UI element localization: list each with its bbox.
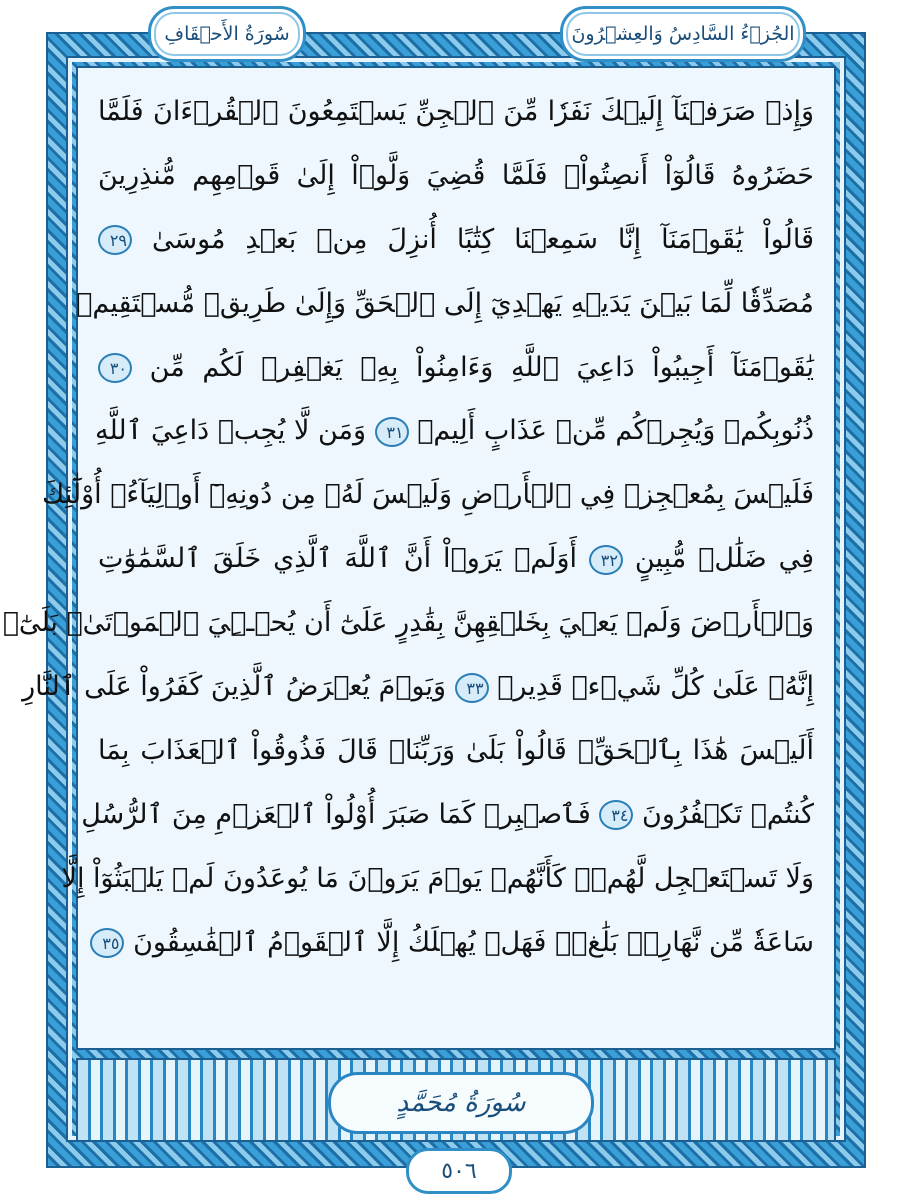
ayah-number-marker: ٣٠ (98, 353, 132, 383)
page-number: ٥٠٦ (406, 1148, 512, 1194)
verse-line (98, 527, 814, 591)
verse-line (76, 272, 814, 336)
verse-text: وَلَا تَسۡتَعۡجِل لَّهُمۡۚ كَأَنَّهُمۡ يَوۡمَ يَرَوۡنَ مَا يُوعَدُونَ لَمۡ يَلۡبَثُوٓاْ إِلَّا (61, 862, 814, 894)
verse-text: فَلَيۡسَ بِمُعۡجِزٖ فِي ٱلۡأَرۡضِ وَلَيۡسَ لَهُۥ مِن دُونِهِۦٓ أَوۡلِيَآءُۚ أُوْلَٰٓئِكَ (41, 479, 814, 511)
verse-text: وَإِذۡ صَرَفۡنَآ إِلَيۡكَ نَفَرٗا مِّنَ ٱلۡجِنِّ يَسۡتَمِعُونَ ٱلۡقُرۡءَانَ فَلَمَّا (98, 96, 814, 127)
verse-line (41, 463, 814, 527)
verse-text: مُصَدِّقٗا لِّمَا بَيۡنَ يَدَيۡهِ يَهۡدِيٓ إِلَى ٱلۡحَقِّ وَإِلَىٰ طَرِيقٖ مُّسۡتَقِيمٖ (76, 287, 814, 319)
verse-line (98, 911, 814, 975)
verse-text: فَٱصۡبِرۡ كَمَا صَبَرَ أُوْلُواْ ٱلۡعَزۡمِ مِنَ ٱلرُّسُلِ (81, 798, 591, 830)
verse-line (98, 208, 814, 272)
ayah-number-marker: ٢٩ (98, 225, 132, 255)
verse-text: سَاعَةٗ مِّن نَّهَارِۭۚ بَلَٰغٞۚ فَهَلۡ يُهۡلَكُ إِلَّا ٱلۡقَوۡمُ ٱلۡفَٰسِقُونَ (133, 926, 814, 958)
verse-line (94, 399, 814, 463)
ayah-number-marker: ٣٣ (455, 673, 489, 703)
ayah-number-marker: ٣٥ (90, 928, 124, 958)
verse-text: يَٰقَوۡمَنَآ أَجِيبُواْ دَاعِيَ ٱللَّهِ وَءَامِنُواْ بِهِۦ يَغۡفِرۡ لَكُم مِّن (149, 351, 814, 383)
verse-text: وَيَوۡمَ يُعۡرَضُ ٱلَّذِينَ كَفَرُواْ عَلَى ٱلنَّارِ (22, 671, 446, 703)
verse-text: قَالُواْ يَٰقَوۡمَنَآ إِنَّا سَمِعۡنَا كِتَٰبًا أُنزِلَ مِنۢ بَعۡدِ مُوسَىٰ (151, 223, 814, 255)
verse-line (81, 783, 814, 847)
verse-line (98, 144, 814, 208)
ayah-number-marker: ٣٢ (589, 545, 623, 575)
verse-text: ذُنُوبِكُمۡ وَيُجِرۡكُم مِّنۡ عَذَابٍ أَلِيمٖ (417, 415, 814, 447)
verse-line (98, 336, 814, 400)
verse-text: أَوَلَمۡ يَرَوۡاْ أَنَّ ٱللَّهَ ٱلَّذِي خَلَقَ ٱلسَّمَٰوَٰتِ (98, 543, 578, 575)
verse-line (2, 591, 814, 655)
header-juz-name: الجُزۡءُ السَّادِسُ وَالعِشۡرُونَ (560, 6, 806, 62)
verse-text: حَضَرُوهُ قَالُوٓاْ أَنصِتُواْۖ فَلَمَّا قُضِيَ وَلَّوۡاْ إِلَىٰ قَوۡمِهِم مُّنذِرِينَ (98, 159, 814, 191)
verse-line (22, 655, 814, 719)
next-surah-title: سُورَةُ مُحَمَّدٍ (328, 1072, 594, 1134)
verse-text: وَمَن لَّا يُجِبۡ دَاعِيَ ٱللَّهِ (94, 415, 367, 447)
ayah-number-marker: ٣١ (375, 417, 409, 447)
verse-line (61, 847, 814, 911)
next-surah-banner (76, 1058, 836, 1142)
verse-text: إِنَّهُۥ عَلَىٰ كُلِّ شَيۡءٖ قَدِيرٞ (497, 671, 814, 703)
verse-line (98, 80, 814, 144)
ayah-number-marker: ٣٤ (599, 800, 633, 830)
verse-text: كُنتُمۡ تَكۡفُرُونَ (642, 798, 814, 830)
verse-text: أَلَيۡسَ هَٰذَا بِٱلۡحَقِّۖ قَالُواْ بَلَىٰ وَرَبِّنَاۚ قَالَ فَذُوقُواْ ٱلۡعَذَابَ بِمَا (98, 734, 814, 766)
header-surah-name: سُورَةُ الأَحۡقَافِ (148, 6, 306, 62)
verse-text: وَٱلۡأَرۡضَ وَلَمۡ يَعۡيَ بِخَلۡقِهِنَّ بِقَٰدِرٍ عَلَىٰٓ أَن يُحۡـِۧيَ ٱلۡمَوۡتَىٰۚ بَلَىٰٓۚ (2, 607, 814, 639)
verse-lines (2, 80, 814, 974)
verse-text-panel (2, 66, 836, 1050)
verse-text: فِي ضَلَٰلٖ مُّبِينٍ (634, 543, 814, 575)
verse-line (98, 719, 814, 783)
